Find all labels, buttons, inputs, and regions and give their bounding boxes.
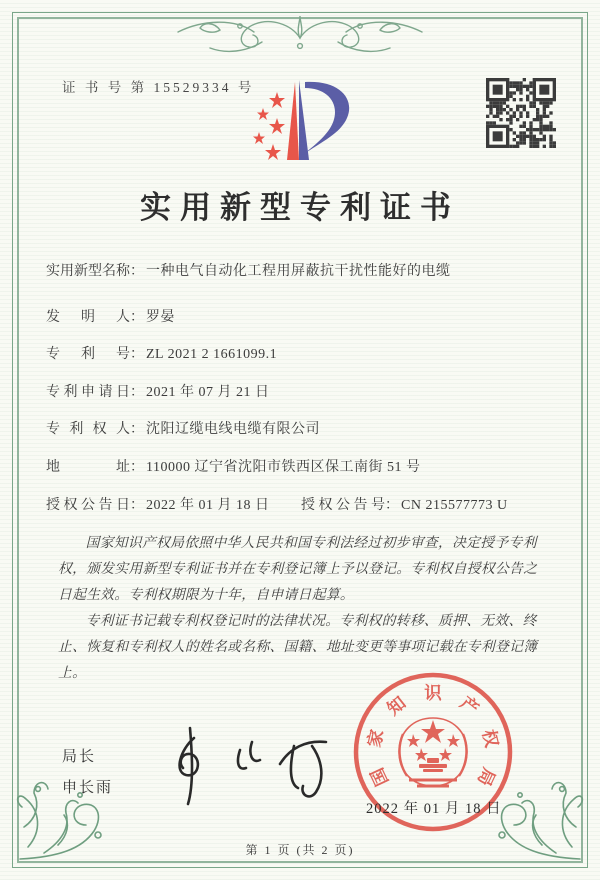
svg-text:权: 权 <box>478 727 503 750</box>
svg-text:知: 知 <box>383 692 410 719</box>
legal-paragraph-1: 国家知识产权局依照中华人民共和国专利法经过初步审查，决定授予专利权，颁发实用新型专利证书并在专利登记簿上予以登记。专利权自授权公告之日起生效。专利权期限为十年，自申请日起算。 <box>58 535 538 602</box>
certificate-number: 证 书 号 第 15529334 号 <box>62 80 255 95</box>
commissioner-name: 申长雨 <box>62 780 114 796</box>
svg-text:国: 国 <box>366 764 393 790</box>
commissioner-title: 局长 <box>62 749 97 765</box>
handwritten-signature <box>150 722 350 812</box>
page-number: 第 1 页 (共 2 页) <box>245 843 355 857</box>
field-label: 专利号 <box>46 347 130 362</box>
field-utility-model-name: 实用新型名称： 一种电气自动化工程用屏蔽抗干扰性能好的电缆 <box>46 260 566 280</box>
field-grant-row <box>46 494 566 514</box>
field-value: ZL 2021 2 1661099.1 <box>146 347 278 362</box>
svg-text:识: 识 <box>424 683 442 703</box>
field-label: 发明人 <box>46 310 130 325</box>
top-flourish-ornament <box>150 2 450 58</box>
field-address: 地址： 110000 辽宁省沈阳市铁西区保工南街 51 号 <box>46 456 566 476</box>
field-patent-number: 专利号： ZL 2021 2 1661099.1 <box>46 343 566 363</box>
field-value: 110000 辽宁省沈阳市铁西区保工南街 51 号 <box>146 460 421 475</box>
field-value: 一种电气自动化工程用屏蔽抗干扰性能好的电缆 <box>146 264 451 279</box>
svg-text:产: 产 <box>456 692 483 719</box>
svg-text:局: 局 <box>473 764 500 790</box>
cnipa-logo <box>243 74 359 168</box>
field-inventor: 发明人： 罗晏 <box>46 306 566 326</box>
field-label: 实用新型名称 <box>46 264 130 279</box>
page-title: 实用新型专利证书 <box>140 190 460 225</box>
field-application-date: 专利申请日： 2021 年 07 月 21 日 <box>46 381 566 401</box>
field-value: 沈阳辽缆电线电缆有限公司 <box>146 422 320 437</box>
field-grant-number: 授权公告号： CN 215577773 U <box>301 498 508 513</box>
seal-date: 2022 年 01 月 18 日 <box>366 801 502 817</box>
field-label: 地址 <box>46 460 130 475</box>
field-label: 专利权人 <box>46 422 130 437</box>
field-label: 专利申请日 <box>46 385 130 400</box>
field-grant-date: 授权公告日： 2022 年 01 月 18 日 <box>46 498 270 513</box>
qr-code <box>486 78 556 148</box>
legal-paragraph-2: 专利证书记载专利权登记时的法律状况。专利权的转移、质押、无效、终止、恢复和专利权人的姓名或名称、国籍、地址变更等事项记载在专利登记簿上。 <box>58 612 538 680</box>
field-value: 罗晏 <box>146 310 175 325</box>
field-patentee: 专利权人： 沈阳辽缆电线电缆有限公司 <box>46 418 566 438</box>
legal-text <box>58 530 544 686</box>
field-value: 2021 年 07 月 21 日 <box>146 385 270 400</box>
svg-text:家: 家 <box>363 727 388 750</box>
